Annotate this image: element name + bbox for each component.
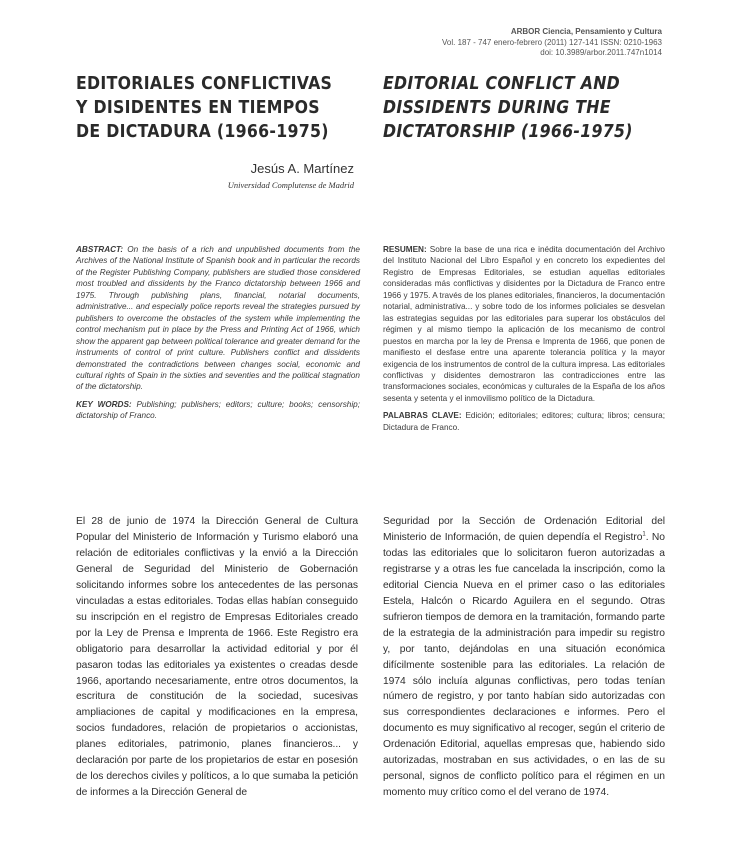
body-paragraph-left: El 28 de junio de 1974 la Dirección General de Cultura Popular del Ministerio de Información y Turismo elaboró una relación de editoriales conflictivas y la envió a la Dirección General de Seguridad del Ministerio de Gobernación solicitando informes sobre los antecedentes de las personas vinculadas a estas editoriales. Todas ellas habían conseguido su inscripción en el registro de Empresas Editoriales creado por la Ley de Prensa e Imprenta de 1966. Este Registro era obligatorio para desarrollar la actividad editorial y por él pasaron todas las editoriales ya existentes o creadas desde 1966, aportando necesariamente, entre otros documentos, la escritura de constitución de la sociedad, sucesivas ampliaciones de capital y modificaciones en la empresa, socios fundadores, relación de propietarios o accionistas, planes editoriales, patrimonio, planes financieros... y declaración por parte de los propietarios de estar en posesión de los derechos civiles y políticos, a lo que sumaba la petición de informes a la Dirección General de bbox=[76, 516, 358, 799]
keywords-en-label: KEY WORDS: bbox=[76, 399, 132, 409]
title-es-line-2: Y DISIDENTES EN TIEMPOS bbox=[76, 98, 320, 118]
body-column-right bbox=[383, 514, 665, 801]
journal-doi: doi: 10.3989/arbor.2011.747n1014 bbox=[540, 48, 662, 57]
body-right-text-a: Seguridad por la Sección de Ordenación Editorial del Ministerio de Información, de quien dependía el Registro bbox=[383, 516, 665, 543]
abstract-en-paragraph bbox=[76, 244, 360, 393]
journal-header bbox=[362, 27, 662, 59]
author-name: Jesús A. Martínez bbox=[250, 161, 354, 176]
abstract-spanish bbox=[383, 244, 665, 433]
title-english bbox=[383, 72, 683, 144]
keywords-es-text: Edición; editoriales; editores; cultura; libros; censura; Dictadura de Franco. bbox=[383, 411, 665, 432]
journal-volume: Vol. 187 - 747 enero-febrero (2011) 127-141 ISSN: 0210-1963 bbox=[442, 37, 662, 47]
abstract-en-label: ABSTRACT: bbox=[76, 245, 124, 254]
title-spanish bbox=[76, 72, 376, 144]
abstract-es-text: Sobre la base de una rica e inédita documentación del Archivo del Instituto Nacional del Libro Español y en concreto los expedientes del Registro de Empresas Editoriales, se estudian aquellas editoriales consideradas más conflictivas y disidentes por la Dictadura de Franco entre 1966 y 1975. A través de los planes editoriales, financieros, la documentación notarial, administrativa... y sobre todo de los informes policiales se desvelan las estrategias seguidas por las editoriales para superar los obstáculos del régimen y al mismo tiempo la aplicación de los mecanismo de control puestos en marcha por la ley de Prensa e Imprenta de 1966, que ponen de manifiesto el desfase entre una aparente tolerancia política y la mayor exigencia de los instrumentos de control de la cultura impresa. Las editoriales conflictivas y disidentes demostraron las contradicciones entre las transformaciones sociales, económicas y culturales de la España de los años sesenta y setenta y el inmovilismo político de la Dictadura. bbox=[383, 245, 665, 403]
title-en-line-3: DICTATORSHIP (1966-1975) bbox=[383, 122, 633, 142]
author-affiliation: Universidad Complutense de Madrid bbox=[227, 180, 354, 190]
abstract-es-label: RESUMEN: bbox=[383, 245, 427, 254]
body-paragraph-right bbox=[383, 514, 665, 801]
abstract-en-text: On the basis of a rich and unpublished documents from the Archives of the National Institute of Spanish book and in particular the records of the Register Publishing Company, publishers are studied those considered most troubled and dissidents by the Franco dictatorship between 1966 and 1975. Through publishing plans, financial, notarial documents, administrative... and especially police reports reveal the strategies pursued by publishers to overcome the obstacles of the system while implementing the control mechanism put in place by the Press and Printing Act of 1966, which show the apparent gap between political tolerance and greater demand for the instruments of control of print culture. Publishers conflict and dissidents demonstrated the contradictions between changes social, economic and cultural rights of Spain in the sixties and seventies and the political stagnation of the dictatorship. bbox=[76, 245, 360, 392]
abstract-english bbox=[76, 244, 360, 422]
title-en-line-1: EDITORIAL CONFLICT AND bbox=[383, 74, 621, 94]
title-es-line-1: EDITORIALES CONFLICTIVAS bbox=[76, 74, 333, 94]
keywords-es-label: PALABRAS CLAVE: bbox=[383, 411, 462, 421]
footnote-ref-1[interactable]: 1 bbox=[642, 531, 646, 538]
journal-name: ARBOR Ciencia, Pensamiento y Cultura bbox=[510, 27, 662, 36]
title-en-line-2: DISSIDENTS DURING THE bbox=[383, 98, 611, 118]
keywords-english bbox=[76, 399, 360, 422]
body-right-text-b: . No todas las editoriales que lo solicitaron fueron autorizadas a registrarse y a otras les fue cancelada la inscripción, como la editorial Ciencia Nueva en el primer caso o las editoriales Estela, Halcón o Ricardo Aguilera en el segundo. Otras sufrieron tiempos de demora en la tramitación, formando parte de la estrategia de la administración para impedir su registro y, por tanto, dejándolas en una situación económica difícilmente sostenible para las editoriales. La relación de 1974 sólo incluía algunas conflictivas, pero todas tenían número de registro, y por tanto habían sido autorizadas con sus correspondientes declaraciones e informes. Pero el documento es muy significativo al recoger, según el criterio de Ordenación Editorial, aquellas empresas que, habiendo sido autorizadas, mostraban en sus actividades, o en las de su personal, signos de conflicto político para el régimen en un momento muy crítico como el del verano de 1974. bbox=[383, 531, 665, 799]
keywords-en-text: Publishing; publishers; editors; culture; books; censorship; dictatorship of Franco. bbox=[76, 399, 360, 421]
body-column-left bbox=[76, 514, 358, 801]
title-es-line-3: DE DICTADURA (1966-1975) bbox=[76, 122, 329, 142]
keywords-spanish bbox=[383, 410, 665, 433]
abstract-es-paragraph bbox=[383, 244, 665, 404]
